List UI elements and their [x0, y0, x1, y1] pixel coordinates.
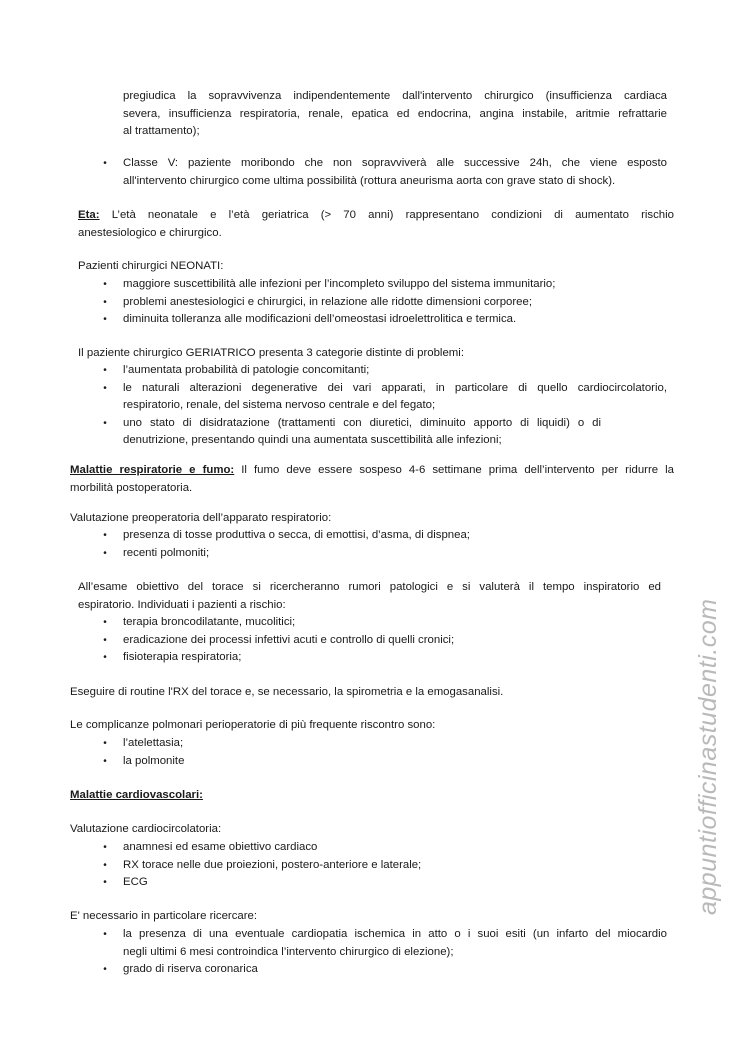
bullet-icon: •	[103, 365, 107, 376]
list-item	[103, 632, 667, 650]
list-item	[103, 311, 667, 329]
section-complicanze	[70, 717, 660, 735]
list-item	[103, 294, 667, 312]
bullet-icon: •	[103, 652, 107, 663]
text-span: Il fumo deve essere sospeso 4-6 settimane prima dell’intervento per ridurre la	[241, 464, 674, 476]
text-line: recenti polmoniti;	[123, 546, 210, 559]
text-line: grado di riserva coronarica	[123, 963, 258, 975]
text-line: morbilità postoperatoria.	[70, 481, 193, 494]
list-neonati	[103, 276, 667, 329]
paragraph-esame-torace	[78, 579, 661, 614]
bullet-icon: •	[103, 296, 107, 308]
section-heading: Le complicanze polmonari perioperatorie di più frequente riscontro sono:	[70, 719, 436, 731]
bullet-icon: •	[103, 417, 107, 429]
bullet-icon: •	[103, 158, 107, 169]
text-line: ECG	[123, 876, 148, 888]
list-item	[103, 614, 667, 632]
section-neonati	[78, 258, 668, 276]
bullet-icon: •	[103, 382, 107, 394]
text-line	[70, 787, 660, 805]
bullet-icon: •	[103, 530, 107, 541]
section-ricercare	[70, 908, 660, 926]
list-item	[103, 753, 667, 771]
text-line: anestesiologico e chirurgico.	[78, 226, 222, 239]
bullet-icon: •	[103, 617, 107, 628]
section-geriatrico	[78, 345, 668, 363]
text-span: L’età neonatale e l’età geriatrica (> 70 anni) rappresentano condizioni di aumentato rischio	[111, 209, 674, 221]
text-line: denutrizione, presentando quindi una aumentata suscettibilità alle infezioni;	[123, 434, 502, 446]
text-line: le naturali alterazioni degenerative dei vari apparati, in particolare di quello cardiocircolatorio,	[123, 381, 667, 394]
list-item	[103, 415, 667, 450]
text-line: all'intervento chirurgico come ultima possibilità (rottura aneurisma aorta con grave stato di shock).	[123, 174, 616, 187]
text-line: pregiudica la sopravvivenza indipendentemente dall'intervento chirurgico (insufficienza cardiaca	[123, 90, 667, 102]
text-line: negli ultimi 6 mesi controindica l’intervento chirurgico di elezione);	[123, 945, 454, 958]
list-ricercare	[103, 926, 667, 979]
text-line	[70, 462, 674, 480]
section-heading: Pazienti chirurgici NEONATI:	[78, 260, 224, 272]
text-line: respiratorio, renale, del sistema nervoso centrale e del fegato;	[123, 399, 436, 411]
list-item	[103, 545, 667, 563]
bullet-icon: •	[103, 964, 107, 975]
list-complicanze	[103, 735, 667, 770]
section-label-eta: Eta:	[78, 209, 100, 221]
list-item-classe-v	[103, 155, 667, 190]
bullet-icon: •	[103, 929, 107, 940]
text-line: RX torace nelle due proiezioni, postero-anteriore e laterale;	[123, 858, 422, 871]
list-item	[103, 926, 667, 961]
text-line: terapia broncodilatante, mucolitici;	[123, 616, 296, 628]
section-heading: Il paziente chirurgico GERIATRICO presenta 3 categorie distinte di problemi:	[78, 347, 464, 359]
text-line: presenza di tosse produttiva o secca, di emottisi, d’asma, di dispnea;	[123, 529, 470, 541]
text-line: anamnesi ed esame obiettivo cardiaco	[123, 841, 318, 853]
section-valutazione-cardio	[70, 821, 660, 839]
bullet-icon: •	[103, 755, 107, 767]
list-geriatrico	[103, 362, 667, 450]
text-line: al trattamento);	[123, 125, 200, 137]
text-line: problemi anestesiologici e chirurgici, in relazione alle ridotte dimensioni corporee;	[123, 295, 533, 308]
section-heading: Valutazione cardiocircolatoria:	[70, 823, 222, 835]
section-heading: Valutazione preoperatoria dell’apparato respiratorio:	[70, 512, 332, 524]
paragraph-classe-iv-continuation	[123, 88, 667, 141]
bullet-icon: •	[103, 842, 107, 853]
paragraph-rx	[70, 684, 660, 702]
text-line: maggiore suscettibilità alle infezioni per l’incompleto sviluppo del sistema immunitario;	[123, 278, 556, 290]
section-heading: E' necessario in particolare ricercare:	[70, 910, 258, 922]
paragraph-fumo	[70, 462, 674, 497]
bullet-icon: •	[103, 634, 107, 646]
list-item	[103, 276, 667, 294]
bullet-icon: •	[103, 859, 107, 871]
list-item	[103, 649, 667, 667]
text-line: uno stato di disidratazione (trattamenti con diuretici, diminuito apporto di liquidi) o di	[123, 416, 601, 429]
bullet-icon: •	[103, 738, 107, 749]
text-line: l’aumentata probabilità di patologie concomitanti;	[123, 364, 370, 376]
section-label-cardiovascolari: Malattie cardiovascolari:	[70, 789, 203, 801]
text-line	[78, 207, 674, 225]
list-item	[103, 527, 667, 545]
bullet-icon: •	[103, 314, 107, 325]
bullet-icon: •	[103, 877, 107, 888]
text-line: fisioterapia respiratoria;	[123, 651, 242, 663]
list-esame-torace	[103, 614, 667, 667]
list-valutazione-respiratorio	[103, 527, 667, 562]
text-line: Eseguire di routine l'RX del torace e, se necessario, la spirometria e la emogasanalisi.	[70, 686, 504, 698]
text-line: All’esame obiettivo del torace si ricercheranno rumori patologici e si valuterà il tempo inspiratorio ed	[78, 581, 661, 593]
text-line: Classe V: paziente moribondo che non sopravviverà alle successive 24h, che viene esposto	[123, 157, 667, 169]
watermark-text: appuntiofficinastudenti.com	[694, 598, 722, 915]
list-item	[103, 735, 667, 753]
text-line: diminuita tolleranza alle modificazioni dell’omeostasi idroelettrolitica e termica.	[123, 313, 517, 325]
paragraph-eta	[78, 207, 674, 242]
text-line: l’atelettasia;	[123, 737, 184, 749]
text-line: espiratorio. Individuati i pazienti a rischio:	[78, 598, 286, 611]
list-item	[103, 857, 667, 875]
list-item	[103, 380, 667, 415]
bullet-icon: •	[103, 279, 107, 290]
bullet-icon: •	[103, 547, 107, 559]
list-item	[103, 874, 667, 892]
list-item	[103, 362, 667, 380]
section-label-fumo: Malattie respiratorie e fumo:	[70, 464, 235, 476]
list-valutazione-cardio	[103, 839, 667, 892]
list-item	[103, 961, 667, 979]
section-cardiovascolari	[70, 787, 660, 805]
text-line: eradicazione dei processi infettivi acuti e controllo di quelli cronici;	[123, 633, 455, 646]
text-line: la polmonite	[123, 754, 185, 767]
list-item	[103, 839, 667, 857]
text-line: la presenza di una eventuale cardiopatia ischemica in atto o i suoi esiti (un infarto del miocardio	[123, 928, 667, 940]
section-valutazione-respiratorio	[70, 510, 660, 528]
text-line: severa, insufficienza respiratoria, renale, epatica ed endocrina, angina instabile, aritmie refrattarie	[123, 107, 667, 120]
